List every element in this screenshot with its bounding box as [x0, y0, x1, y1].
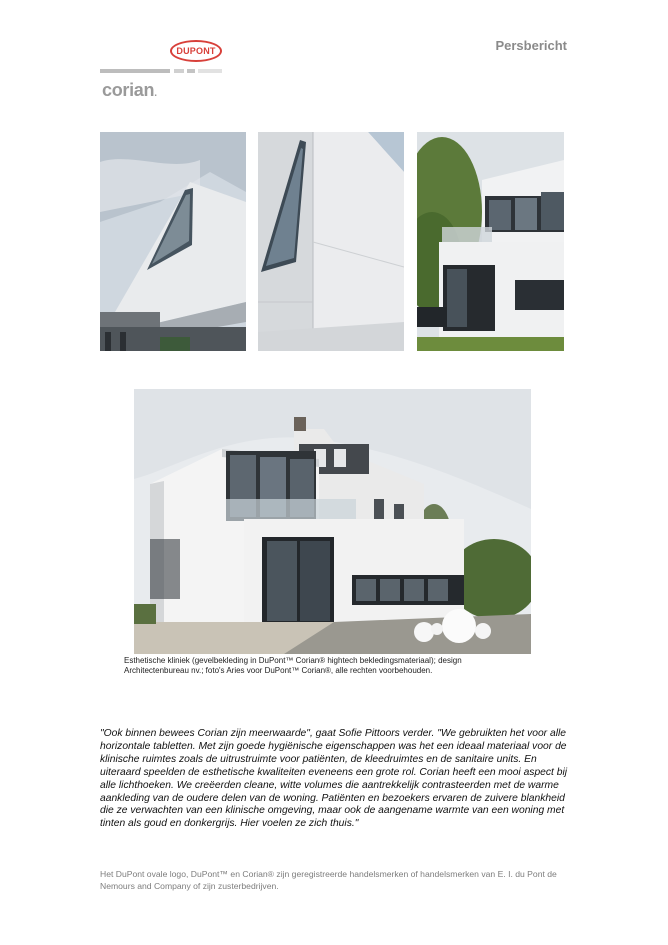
- photo-facade-corner: [258, 132, 404, 351]
- photo-facade-cantilever: [100, 132, 246, 351]
- corian-wordmark: corian.: [102, 80, 157, 100]
- trademark-footer: Het DuPont ovale logo, DuPont™ en Corian® zijn geregistreerde handelsmerken of handelsmerken van E. I. du Pont de Nemours and Company of zijn zusterbedrijven.: [100, 869, 557, 891]
- quote-paragraph: [100, 728, 568, 831]
- photo-caption: [124, 656, 544, 676]
- caption-line-2: Architectenbureau nv.; foto's Aries voor DuPont™ Corian®, alle rechten voorbehouden.: [124, 666, 433, 675]
- quote-attribution: , gaat Sofie Pittoors verder.: [309, 728, 438, 739]
- caption-line-1: Esthetische kliniek (gevelbekleding in DuPont™ Corian® hightech bekledingsmateriaal); design: [124, 656, 462, 665]
- logo-color-bars: [100, 69, 222, 73]
- dupont-logo-text: DUPONT: [176, 46, 216, 56]
- quote-lead: "Ook binnen bewees Corian zijn meerwaarde": [100, 728, 310, 739]
- quote-body: "We gebruikten het voor alle horizontale tabletten. Met zijn goede hygiënische eigenschappen was het een ideaal materiaal voor de klinische ruimtes zoals de uitrustruimte voor patiënten, de kleedruimtes en de sanitaire units. En uiteraard speelden de esthetische kwaliteiten eveneens een grote rol. Corian heeft een mooi aspect bij alle lichthoeken. We creëerden cleane, witte volumes die aantrekkelijk contrasteerden met de warme aankleding van de oudere delen van de woning. Patiënten en bezoekers ervaren de zuivere blankheid die ze verwachten van een klinische omgeving, maar ook de aangename warmte van een woning met tinten als goud en donkergrijs. Hier voelen ze zich thuis.": [100, 728, 568, 830]
- dupont-oval-logo: [170, 40, 222, 62]
- photo-clinic-exterior: [134, 389, 531, 654]
- corian-logo: [100, 40, 222, 102]
- corian-wordmark-text: corian: [102, 80, 155, 100]
- photo-house-front: [417, 132, 564, 351]
- document-type-label: Persbericht: [495, 38, 567, 53]
